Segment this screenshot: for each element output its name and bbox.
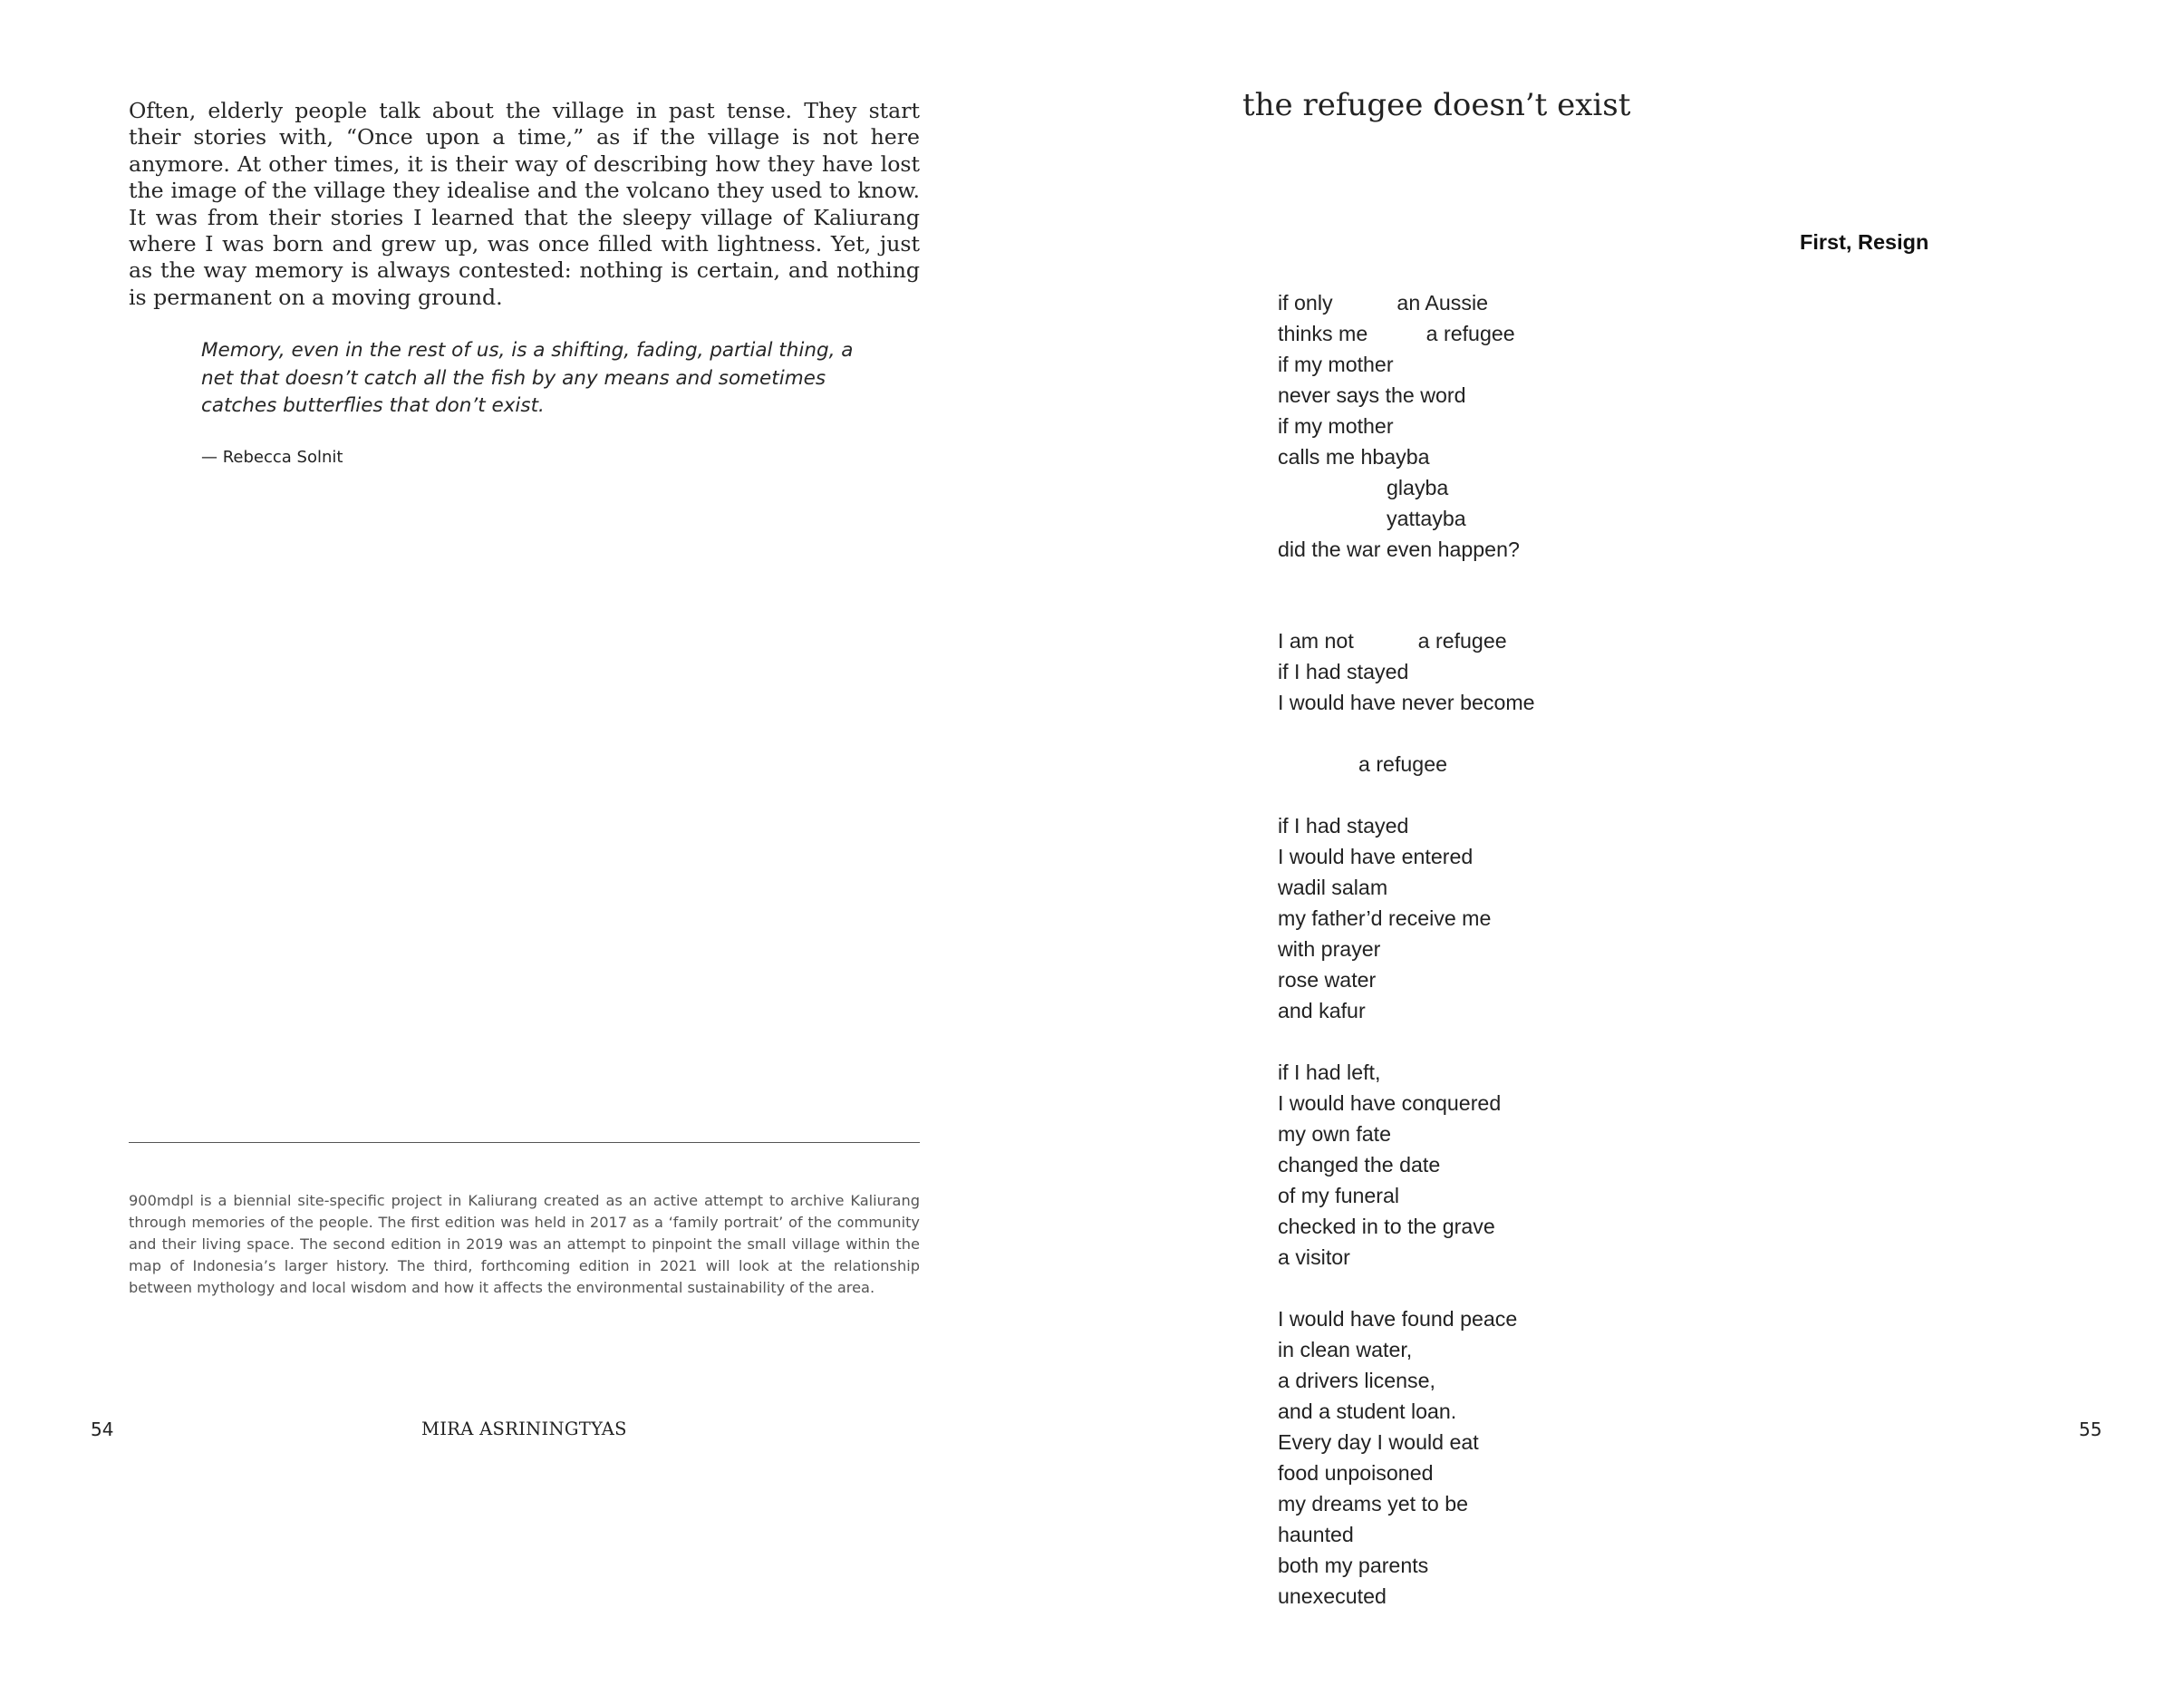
poem-line: wadil salam [1278, 876, 1388, 899]
poem-line: and a student loan. [1278, 1399, 1457, 1423]
poem-line: haunted [1278, 1523, 1354, 1546]
poem-line: changed the date [1278, 1153, 1441, 1177]
footnote-text: 900mdpl is a biennial site-specific project in Kaliurang created as an active attempt to archive Kaliurang through memories of the people. The first edition was held in 2017 as a ‘family portrait’ of the community and their living space. The second edition in 2019 was an attempt to pinpoint the small village within the map of Indonesia’s larger history. The third, forthcoming edition in 2021 will look at the relationship between mythology and local wisdom and how it affects the environmental sustainability of the area. [129, 1192, 920, 1296]
poem-line: in clean water, [1278, 1338, 1413, 1361]
section-title: First, Resign [1800, 230, 1929, 254]
poem-line: a refugee [1358, 752, 1447, 776]
poem-line: unexecuted [1278, 1584, 1387, 1608]
poem-line: with prayer [1278, 937, 1381, 961]
poem-line: if my mother [1278, 353, 1394, 376]
poem-line: both my parents [1278, 1554, 1429, 1577]
poem-line: I would have never become [1278, 691, 1535, 714]
poem-line: if I had left, [1278, 1060, 1381, 1084]
poem-line: checked in to the grave [1278, 1215, 1495, 1238]
poem-line: my father’d receive me [1278, 906, 1492, 930]
poem-line: calls me hbayba [1278, 445, 1430, 469]
poem-line: yattayba [1387, 507, 1466, 530]
poem-line: a visitor [1278, 1245, 1350, 1269]
poem-line: my own fate [1278, 1122, 1392, 1146]
poem-line: food unpoisoned [1278, 1461, 1434, 1485]
poem-line: I would have conquered [1278, 1091, 1502, 1115]
poem-line: never says the word [1278, 383, 1466, 407]
essay-paragraph: Often, elderly people talk about the village in past tense. They start their stories with, “Once upon a time,” as if the village is not here anymore. At other times, it is their way of describing how they have lost the image of the village they idealise and the volcano they used to know. It was from their stories I learned that the sleepy village of Kaliurang where I was born and grew up, was once filled with lightness. Yet, just as the way memory is always contested: nothing is certain, and nothing is permanent on a moving ground. [129, 98, 920, 310]
poem-line: I would have found peace [1278, 1307, 1518, 1331]
poem-line: I would have entered [1278, 845, 1474, 868]
poem-line: if I had stayed [1278, 814, 1409, 838]
poem-line: my dreams yet to be [1278, 1492, 1469, 1516]
poem-line: and kafur [1278, 999, 1366, 1022]
running-head-author: MIRA ASRININGTYAS [421, 1419, 627, 1439]
poem-line: if only an Aussie [1278, 291, 1488, 315]
epigraph-quote: Memory, even in the rest of us, is a shifting, fading, partial thing, a net that doesn’t catch all the fish by any means and sometimes catches butterflies that don’t exist. [201, 339, 854, 417]
poem-line: a drivers license, [1278, 1369, 1435, 1392]
poem-line: rose water [1278, 968, 1377, 992]
page-number: 55 [2079, 1419, 2102, 1440]
footnote-divider [129, 1142, 920, 1143]
page-number: 54 [91, 1419, 114, 1440]
poem [1278, 0, 1822, 1685]
poem-line: if my mother [1278, 414, 1394, 438]
poem-title: the refugee doesn’t exist [1242, 87, 1631, 123]
poem-line: Every day I would eat [1278, 1430, 1479, 1454]
right-page [1092, 0, 2184, 1685]
poem-line: did the war even happen? [1278, 537, 1520, 561]
poem-line: glayba [1387, 476, 1449, 499]
poem-line: I am not a refugee [1278, 629, 1507, 653]
poem-line: thinks me a refugee [1278, 322, 1515, 345]
quote-attribution: — Rebecca Solnit [201, 448, 343, 467]
poem-line: of my funeral [1278, 1184, 1400, 1207]
poem-line: if I had stayed [1278, 660, 1409, 683]
